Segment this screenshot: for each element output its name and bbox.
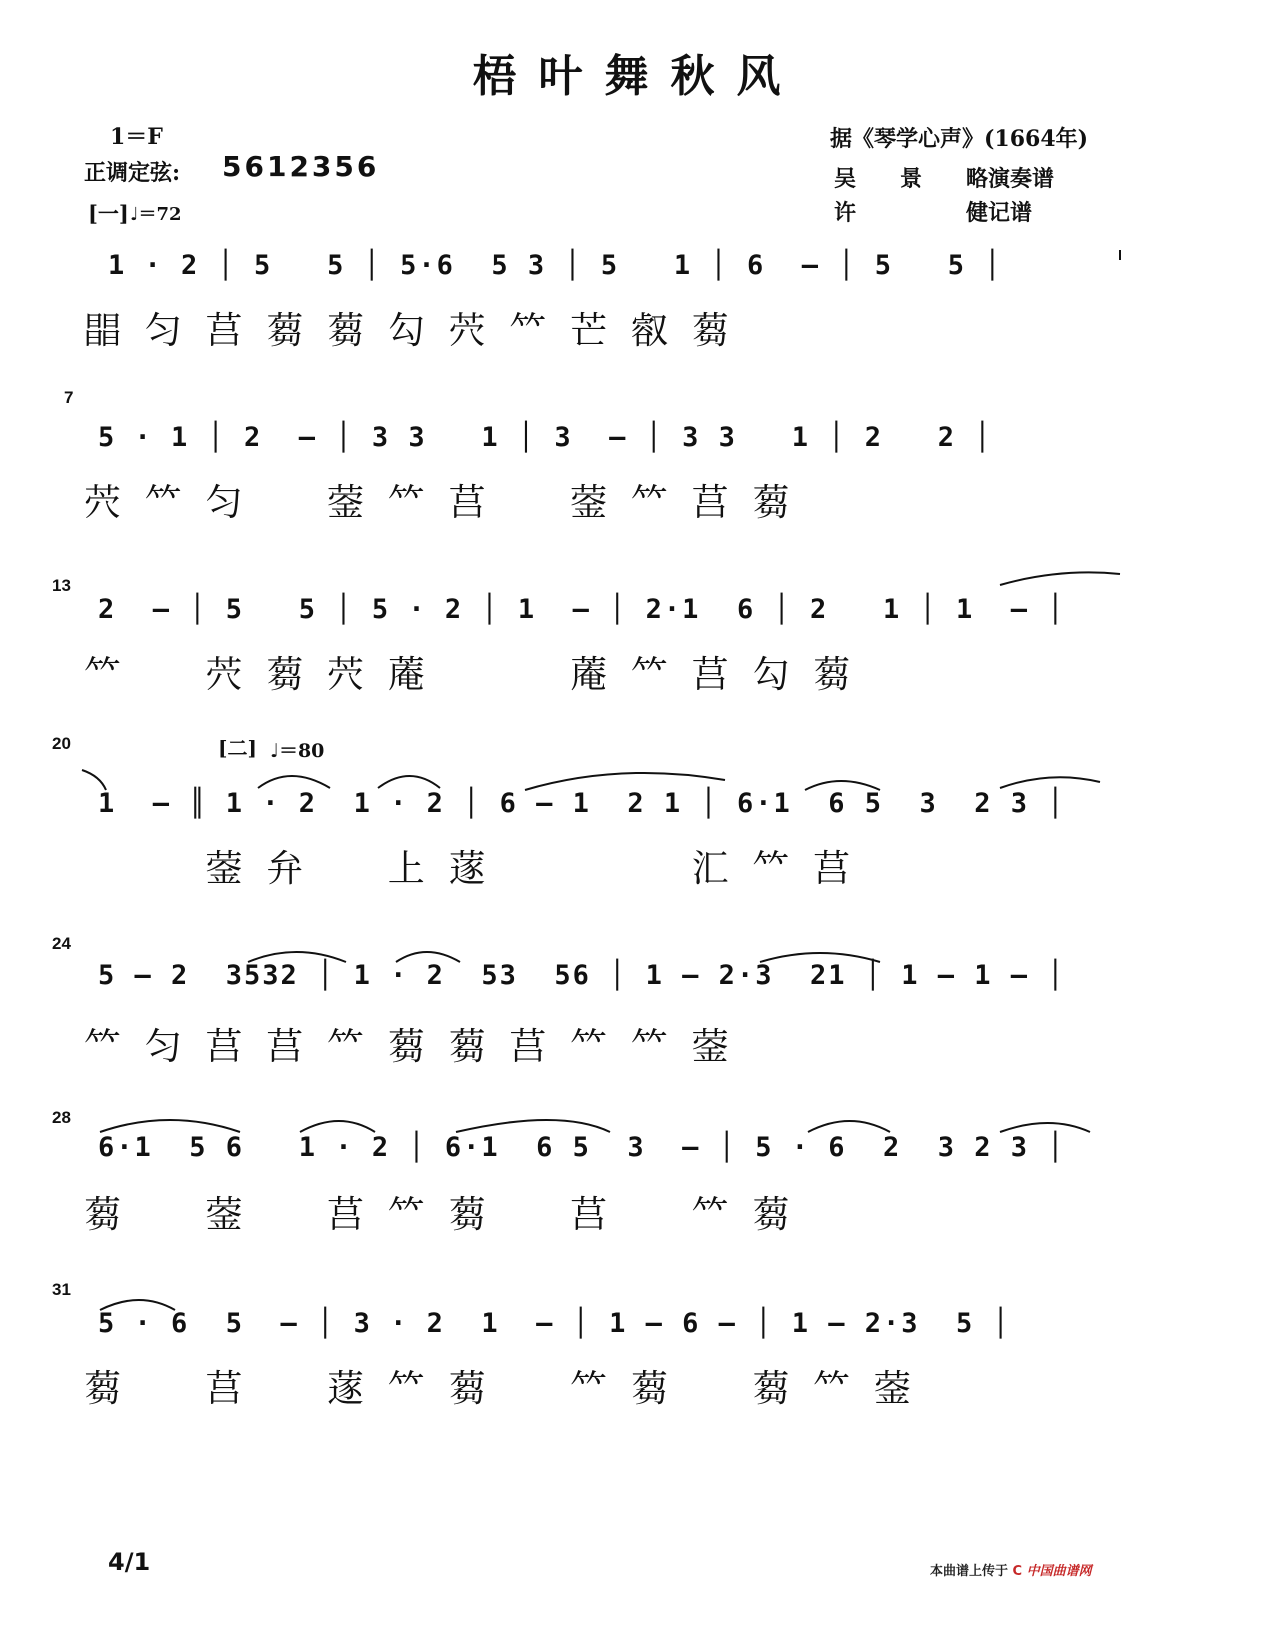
slur-line-5-b: [396, 952, 460, 962]
line-4-tabs: 蓥 弁 上 蓫 汇 𥫗 莒: [84, 847, 857, 890]
line-3-measure-number: 13: [52, 576, 71, 595]
section-1-label: [一]: [88, 201, 129, 226]
slur-line-5-c: [760, 953, 880, 962]
line-5-measure-number: 24: [52, 934, 71, 953]
line-6-tabs: 蒭 蓥 莒 𥫗 蒭 莒 𥫗 蒭: [84, 1193, 796, 1236]
key-signature: 1＝F: [110, 124, 163, 150]
upload-note: [930, 1560, 1092, 1579]
line-6-notes: 6·1 5 6 1 · 2 │ 6·1 6 5 3 — │ 5 · 6 2 3 2 3 │: [98, 1132, 1066, 1163]
slur-line-4-c: [525, 773, 725, 790]
line-1-notes: 1 · 2 │ 5 5 │ 5·6 5 3 │ 5 1 │ 6 — │ 5 5 │: [108, 250, 1003, 281]
site-logo-icon: C: [1012, 1564, 1023, 1579]
slur-line-6-b: [300, 1121, 375, 1132]
tempo-1: ♩＝72: [130, 204, 182, 225]
slur-line-6-c: [456, 1120, 610, 1132]
upload-note-text: 本曲谱上传于: [930, 1564, 1009, 1579]
slur-line-4-e: [1000, 777, 1100, 788]
line-7-measure-number: 31: [52, 1280, 71, 1299]
slur-line-6-e: [1000, 1123, 1090, 1132]
line-5-tabs: 𥫗 匀 莒 莒 𥫗 蒭 蒭 莒 𥫗 𥫗 蓥: [84, 1025, 735, 1068]
slur-line-4-a: [258, 776, 330, 788]
tuning-notes: 5612356: [222, 150, 380, 183]
line-7-notes: 5 · 6 5 — │ 3 · 2 1 — │ 1 — 6 — │ 1 — 2·3 5 │: [98, 1308, 1011, 1339]
performer-credit: 吴 景 略演奏谱: [834, 166, 1055, 192]
line-4-measure-number: 20: [52, 734, 71, 753]
slur-line-4-b: [378, 776, 440, 788]
line-1-tabs: 𣊭 匀 莒 蒭 蒭 勾 茓 𥫗 芒 㕡 蒭: [84, 309, 735, 352]
transcriber-credit: 许 健记谱: [834, 200, 1033, 226]
page-title: 梧叶舞秋风: [472, 51, 803, 102]
slur-line-4-d: [805, 781, 880, 790]
slur-line-6-a: [100, 1120, 240, 1132]
line-5-notes: 5 — 2 3532 │ 1 · 2 53 56 │ 1 — 2·3 21 │ 1 — 1 — │: [98, 960, 1066, 991]
slur-line-5-a: [248, 952, 346, 962]
line-3-tabs: 𥫗 茓 蒭 茓 蓭 蓭 𥫗 莒 勾 蒭: [84, 653, 857, 696]
slur-line-6-d: [808, 1121, 890, 1132]
tuning-label: 正调定弦:: [84, 160, 181, 186]
slur-line-4-tie: [82, 770, 106, 790]
section-2-label: [二]: [218, 736, 257, 760]
slur-line-7-a: [100, 1300, 175, 1310]
tempo-2: ♩＝80: [270, 740, 325, 762]
line-2-measure-number: 7: [64, 388, 74, 407]
site-name[interactable]: 中国曲谱网: [1026, 1564, 1092, 1579]
line-6-measure-number: 28: [52, 1108, 71, 1127]
slur-line-3: [1000, 572, 1120, 585]
line-7-tabs: 蒭 莒 蓫 𥫗 蒭 𥫗 蒭 蒭 𥫗 蓥: [84, 1367, 917, 1410]
line-3-notes: 2 — │ 5 5 │ 5 · 2 │ 1 — │ 2·1 6 │ 2 1 │ 1 — │: [98, 594, 1066, 625]
line-2-tabs: 茓 𥫗 匀 蓥 𥫗 莒 蓥 𥫗 莒 蒭: [84, 481, 796, 524]
page-number: 4/1: [108, 1548, 151, 1576]
source-credit: 据《琴学心声》(1664年): [830, 126, 1089, 152]
line-2-notes: 5 · 1 │ 2 — │ 3 3 1 │ 3 — │ 3 3 1 │ 2 2 │: [98, 422, 993, 453]
line-4-notes: 1 — ║ 1 · 2 1 · 2 │ 6 — 1 2 1 │ 6·1 6 5 3 2 3 │: [98, 788, 1066, 819]
